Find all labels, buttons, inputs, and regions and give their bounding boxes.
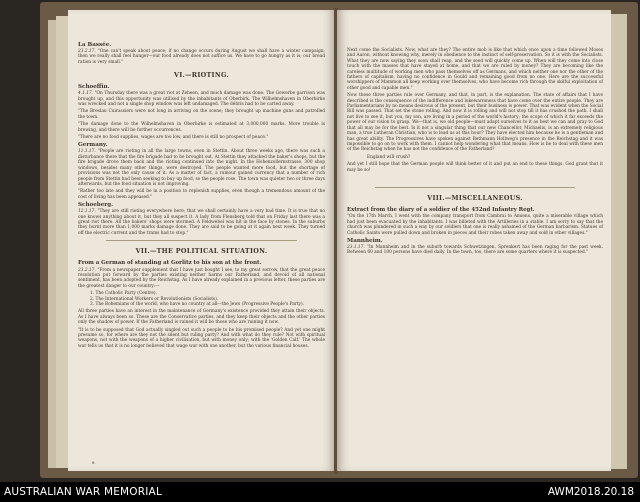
political-text-2: All three parties have an interest in the maintenance of Germany's existence provided they attain their objects. As I have always been so. These are the Conservative parties, and they keep their objects and the other parties only the shadow of power. If the Fatherland is ruined it will be those who are ruining it now. xyxy=(78,309,325,326)
germany-text: "People are rioting in all the large towns, even in Stettin. About three weeks ago, there was such a disturbance there that the fire brigade had to be brought out. At Stettin they attacked the baker's shops, but the fire brigade drove them back and the rioting continued into the night. In the Hohenzollernstrasse, 300 shop windows, besides many other things, were destroyed. The people wanted more food, but the shortage of provisions was not the only cause of it. As a matter of fact, a rumour gained currency that a number of rich people from Stettin had been seeking to buy up food, so the people rose. The town was quieter two or three days afterwards, but the food situation is not improving. xyxy=(78,149,325,187)
germany-date: 11.1.17. xyxy=(78,149,96,155)
right-intro-text-3: And yet I still hope that the German people will think better of it and put an end to these things. God grant that it may be so! xyxy=(347,162,603,173)
right-intro-date: England will crush? xyxy=(367,154,411,160)
political-date: 23.2.17. xyxy=(78,267,96,273)
catalogue-reference: AWM2018.20.18 xyxy=(547,486,634,498)
section-title-miscellaneous: VIII.—MISCELLANEOUS. xyxy=(427,193,523,202)
section-divider xyxy=(106,240,297,241)
right-page xyxy=(337,10,611,471)
schoeffin-paragraph xyxy=(78,91,325,107)
page-number: 8 xyxy=(92,460,95,465)
schoeffin-text: "On Thursday there was a great riot at Zeheen, and much damage was done. The Gewerbe garrison was brought up, and this opportunity was utilised by the inhabitants of Oberbirk. The Wilhelmshaven in Oberbirke was wrecked and not a single shop window was left undamaged. The débris had to be carted away. xyxy=(78,91,325,108)
left-page-content xyxy=(78,40,325,351)
footer-bar xyxy=(0,482,640,502)
schoeffin-text-3: "The damage done to the Wilhelmshaven in Oberbirke is estimated at 3,000,000 marks. More trouble is brewing, and there will be further occurrences. xyxy=(78,122,325,133)
political-item-3: 3. The Bohemians of the world, who have no country at all—the Jews (Progressive People's Party). xyxy=(90,302,305,307)
section-divider-right xyxy=(375,187,575,188)
heading-diary-extract: Extract from the diary of a soldier of the 452nd Infantry Regt. xyxy=(347,206,535,213)
section-title-political: VII.—THE POLITICAL SITUATION. xyxy=(135,247,268,256)
institution-name: AUSTRALIAN WAR MEMORIAL xyxy=(4,486,162,498)
intro-text: "One can't speak about peace; if no change occurs during August we shall have a winter campaign; then we really shall feel hunger—our food already does not suffice us. We have to go hungry as it is; our bread ration is very small." xyxy=(78,49,325,65)
schoeffin-text-2: "The Breslau Cuirassiers were not long in arriving on the scene; they brought up machine guns and patrolled the town. xyxy=(78,109,325,120)
left-page xyxy=(68,10,335,471)
heading-political-letter: From a German of standing at Gorlitz to his son at the front. xyxy=(78,260,262,267)
misc-text: "On the 17th March, I went with the company transport from Cambrai to Amiens, quite a miserable village which had just been evacuated by the inhabitants. I was billeted with the Artilleries in a stable. I am sorry to say that the church was plundered in such a way by our soldiers that one is really ashamed of the German barbarism. Statues of Catholic Saints were pulled down and broken in pieces and their robes taken away and sold in other villages." xyxy=(347,214,603,236)
political-item-1: 1. The Catholic Party (Centre). xyxy=(90,291,157,297)
mannheim-paragraph xyxy=(347,245,603,256)
germany-text-2: "Rather too late and they will be in a position to replenish supplies, even though a tremendous amount of the cost of living has been appeased." xyxy=(78,189,325,200)
schoeffin-text-4: "There are no food supplies, wages are too low, and there is still no prospect of peace." xyxy=(78,135,269,141)
running-head: La Bassée. xyxy=(78,42,112,48)
heading-germany: Germany. xyxy=(78,142,108,149)
right-intro-text: Next come the Socialists. Now, what are they? The entire mob is like that which once upon a time followed Moses and Aaron, without knowing why, merely in obedience to the instinct of self-preservation. So it is with the Socialists. What they are now saying they soon shall reap, and the seed will quickly come up. When will they come into close touch with the masses that have stayed at home, and that we are ruled by money? They are becoming like the careless multitude of working men who pass themselves off as Germans, and which neither one nor the other of the fathers of capitalism, having no confidence in Gould and remaining good from no one. Here are the successful worshippers of Mammon all keep working over themselves, who have become rich through the skilful exploitation of other good and capable men." xyxy=(347,48,603,91)
heading-schoeffin: Schoeffin. xyxy=(78,84,110,91)
right-page-content xyxy=(347,48,603,258)
schoeberg-paragraph xyxy=(78,209,325,236)
schoeberg-text: "They are still rioting everywhere here; that we shall certainly have a very bad time. It is true that no one knows anything about it, but they all suspect it. A lady from Flensberg told that on Friday last there was a great riot there. All the bakers' shops were stormed. A Feldwebel was hit in the face by stones. In the suburbs they burnt more than 1,000 marks damage done. They are said to be going at it again next week. They turned off the electric current and the trams had to stop." xyxy=(78,209,325,236)
schoeberg-date: 12.1.17. xyxy=(78,209,96,215)
right-page-stack xyxy=(610,14,627,469)
mannheim-text: "In Mannheim and in the suburb towards Schwetzingen, Sprenkert has been raging for the past week. Between 60 and 100 persons have died daily. In the town, too, there are some quarters where it is suspected." xyxy=(347,244,603,256)
schoeffin-date: 4.1.17. xyxy=(78,91,94,97)
heading-mannheim: Mannheim. xyxy=(347,237,383,244)
political-text-3: "It is to be supposed that God actually singled out such a people to be his promised people? And yet one might presume so, for where are they not the silent but ruling party? And with what do they rule? Not with spiritual weapons, not with the weapons of a higher civilisation, but with money only; with the 'Golden Calf.' The whole war tells us that it is no longer believed that wage war with one another, but the various financial houses. xyxy=(78,327,325,349)
political-paragraph xyxy=(78,268,325,290)
mannheim-date: 23.1.17. xyxy=(347,244,365,250)
political-item-2: 2. The International Workers or Revolutionists (Socialists). xyxy=(90,296,219,302)
right-intro-text-2: Now these three parties rule over Germany, and that, in part, is the explanation. The state of affairs that I have described is the consequence of the indifference and lukewarmness that have come over the entire people. They are Parliamentarians by no means desirous of the present, but their business is power. That was evident when the Social Bill was passed. That set the stone rolling. And now it is rolling and will not stop till it has crushed the path. I shall not live to see it, but you, my son, are living in a period of the world's history; the scope of which it far exceeds the power of our vision to grasp. We—that is, we old people—must adapt ourselves to it as best we can and pray to God that all may be for the best. Is it not a singular thing that our new Chancellor, Michaelis, is an extremely religious man, a true Lutheran Christian, who is to lead us at this hour? They have elected him because he is a gentleman and has great ability. The Progressives have spoken against Bethmann Hollweg's presence in the Reichstag and it was impossible to go on to work with them. I cannot help wondering what that means. How is he to deal with these men of the Reichstag when he has not the confidence of the Fatherland? xyxy=(347,93,603,153)
political-text: "From a newspaper supplement that I have just bought I see, to my great sorrow, that the great peace resolution put forward by the parties existing neither harms our Fatherland, and devoid of all national sentiment, has been adopted by the Reichstag. As I have already explained in a previous letter, these parties are the greatest danger to our country:— xyxy=(78,267,325,289)
intro-paragraph xyxy=(78,49,325,65)
germany-paragraph xyxy=(78,149,325,187)
section-title-rioting: VI.—RIOTING. xyxy=(173,71,230,80)
intro-date: 23.2.17. xyxy=(78,49,96,54)
heading-schoeberg: Schoeberg. xyxy=(78,202,114,209)
